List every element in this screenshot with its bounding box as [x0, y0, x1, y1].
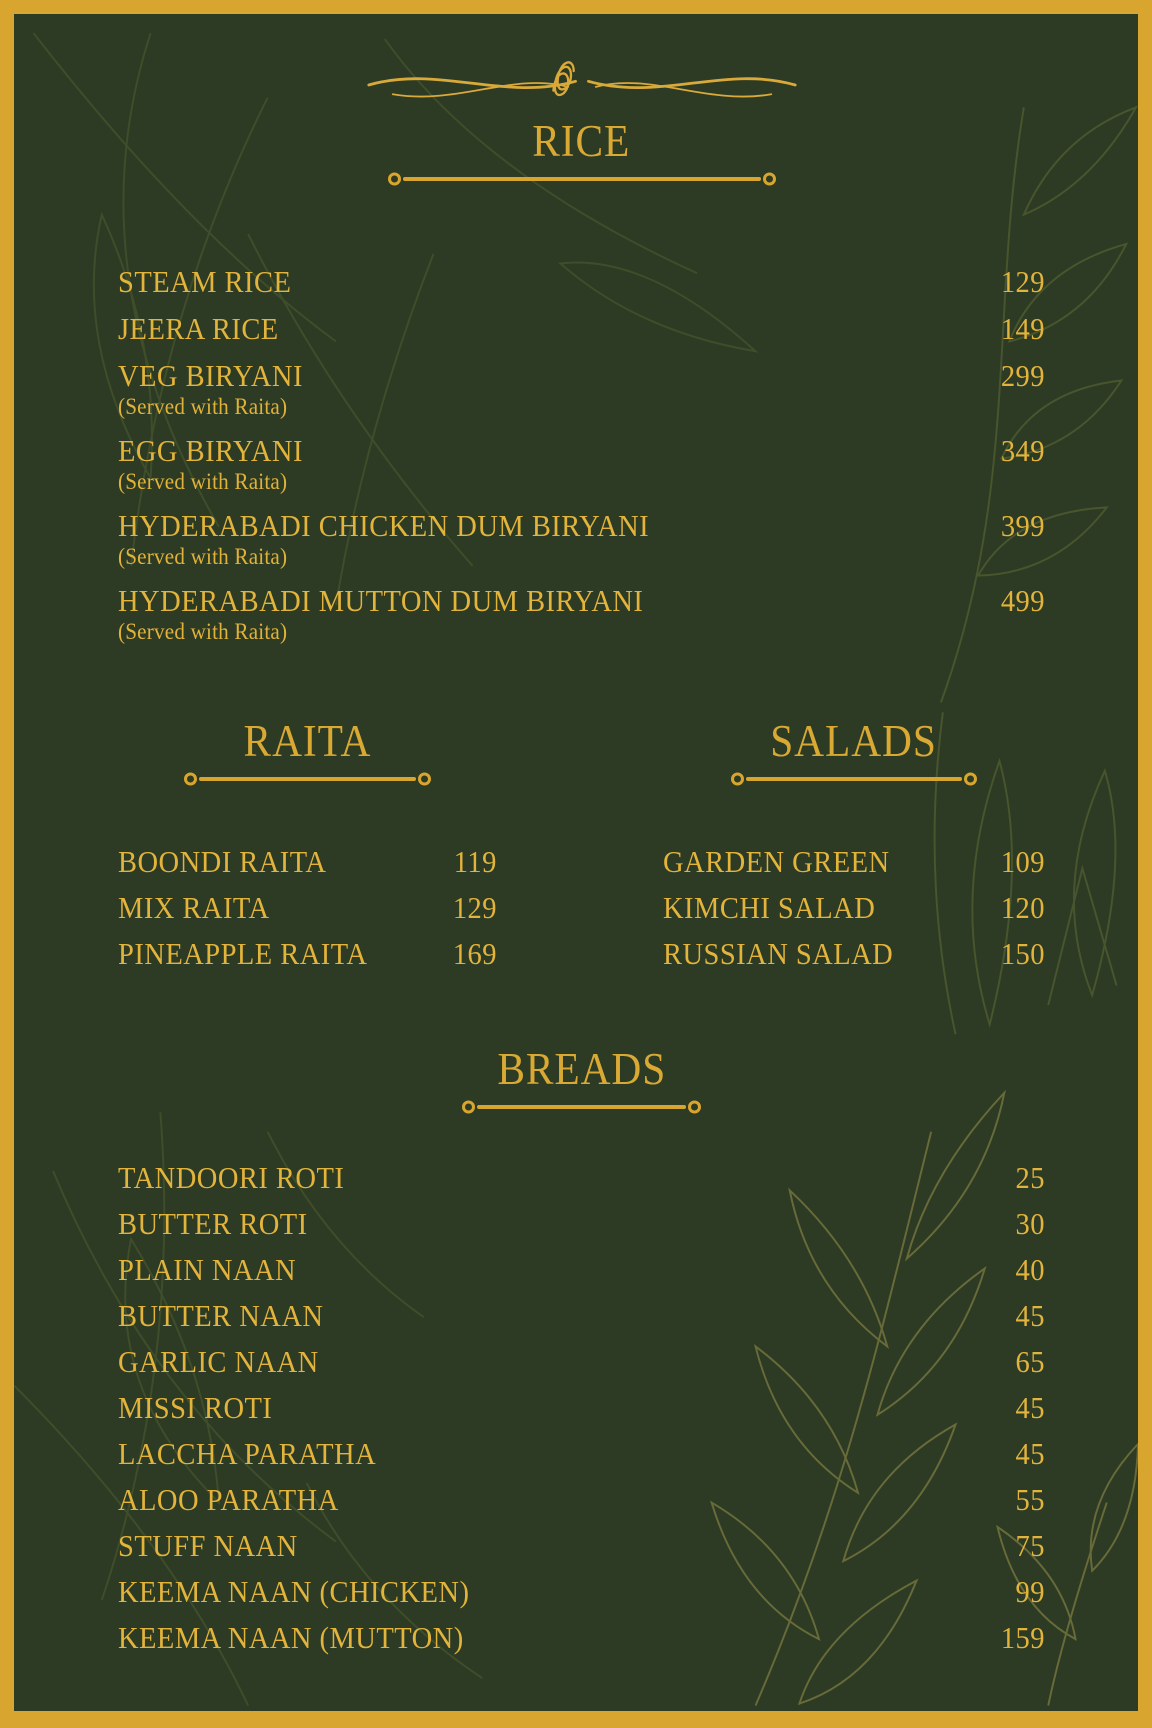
menu-item-row — [118, 1345, 1045, 1378]
item-price: 299 — [1000, 358, 1045, 393]
item-price: 75 — [1015, 1528, 1045, 1563]
item-name: EGG BIRYANI — [118, 433, 303, 468]
menu-item-row — [118, 434, 1045, 495]
item-name: KIMCHI SALAD — [663, 890, 876, 925]
item-name: LACCHA PARATHA — [118, 1436, 377, 1471]
item-name: TANDOORI ROTI — [118, 1160, 345, 1195]
menu-item-row — [118, 312, 1045, 345]
item-note: (Served with Raita) — [118, 544, 288, 569]
item-price: 129 — [1000, 264, 1045, 299]
menu-item-row — [118, 845, 497, 878]
menu-item-row — [663, 891, 1045, 924]
menu-item-row — [663, 845, 1045, 878]
menu-item-row — [118, 1621, 1045, 1654]
salads-title: SALADS — [770, 716, 938, 766]
breads-title: BREADS — [497, 1044, 666, 1094]
menu-item-row — [118, 1207, 1045, 1240]
item-name: KEEMA NAAN (CHICKEN) — [118, 1574, 470, 1609]
section-raita — [118, 709, 497, 983]
item-price: 45 — [1015, 1390, 1045, 1425]
item-note: (Served with Raita) — [118, 394, 288, 419]
item-price: 120 — [1000, 890, 1045, 925]
item-price: 499 — [1000, 583, 1045, 618]
item-name: VEG BIRYANI — [118, 358, 303, 393]
rice-item-list — [118, 265, 1045, 645]
menu-content — [14, 61, 1138, 1728]
item-name: BUTTER NAAN — [118, 1298, 324, 1333]
menu-item-row — [118, 584, 1045, 645]
menu-item-row — [118, 1253, 1045, 1286]
item-name: BUTTER ROTI — [118, 1206, 308, 1241]
flourish-ornament — [347, 61, 817, 109]
item-price: 65 — [1015, 1344, 1045, 1379]
section-rice — [118, 61, 1045, 645]
menu-item-row — [118, 1575, 1045, 1608]
breads-divider — [477, 1105, 686, 1109]
raita-title: RAITA — [243, 716, 372, 766]
menu-item-row — [118, 937, 497, 970]
item-name: PLAIN NAAN — [118, 1252, 297, 1287]
menu-item-row — [118, 1437, 1045, 1470]
item-name: HYDERABADI MUTTON DUM BIRYANI — [118, 583, 644, 618]
item-name: ALOO PARATHA — [118, 1482, 339, 1517]
item-price: 399 — [1000, 508, 1045, 543]
item-note: (Served with Raita) — [118, 469, 288, 494]
item-name: STEAM RICE — [118, 264, 292, 299]
item-name: RUSSIAN SALAD — [663, 936, 894, 971]
salads-divider — [746, 777, 962, 781]
item-price: 159 — [1000, 1620, 1045, 1655]
item-price: 349 — [1000, 433, 1045, 468]
item-price: 30 — [1015, 1206, 1045, 1241]
menu-item-row — [118, 1529, 1045, 1562]
item-name: JEERA RICE — [118, 311, 279, 346]
item-price: 149 — [1000, 311, 1045, 346]
raita-divider — [199, 777, 416, 781]
item-price: 109 — [1000, 844, 1045, 879]
rice-divider — [403, 177, 761, 181]
menu-item-row — [118, 359, 1045, 420]
item-price: 25 — [1015, 1160, 1045, 1195]
item-name: KEEMA NAAN (MUTTON) — [118, 1620, 464, 1655]
raita-salads-section — [118, 709, 1045, 983]
item-price: 150 — [1000, 936, 1045, 971]
item-name: BOONDI RAITA — [118, 844, 327, 879]
item-name: GARLIC NAAN — [118, 1344, 319, 1379]
item-price: 129 — [452, 890, 497, 925]
raita-item-list — [118, 845, 497, 970]
menu-item-row — [118, 509, 1045, 570]
item-price: 99 — [1015, 1574, 1045, 1609]
salads-item-list — [663, 845, 1045, 970]
breads-item-list — [118, 1161, 1045, 1654]
item-price: 45 — [1015, 1436, 1045, 1471]
item-name: STUFF NAAN — [118, 1528, 298, 1563]
item-name: PINEAPPLE RAITA — [118, 936, 368, 971]
item-name: MISSI ROTI — [118, 1390, 273, 1425]
item-price: 119 — [453, 844, 497, 879]
menu-item-row — [118, 1299, 1045, 1332]
menu-item-row — [118, 1391, 1045, 1424]
menu-item-row — [118, 1161, 1045, 1194]
section-salads — [663, 709, 1045, 983]
section-breads — [118, 1045, 1045, 1654]
item-name: MIX RAITA — [118, 890, 270, 925]
item-price: 169 — [452, 936, 497, 971]
menu-item-row — [118, 1483, 1045, 1516]
rice-title: RICE — [532, 116, 631, 166]
item-name: GARDEN GREEN — [663, 844, 890, 879]
item-price: 55 — [1015, 1482, 1045, 1517]
item-note: (Served with Raita) — [118, 619, 288, 644]
item-price: 40 — [1015, 1252, 1045, 1287]
menu-item-row — [118, 891, 497, 924]
item-price: 45 — [1015, 1298, 1045, 1333]
menu-item-row — [118, 265, 1045, 298]
menu-item-row — [663, 937, 1045, 970]
item-name: HYDERABADI CHICKEN DUM BIRYANI — [118, 508, 650, 543]
